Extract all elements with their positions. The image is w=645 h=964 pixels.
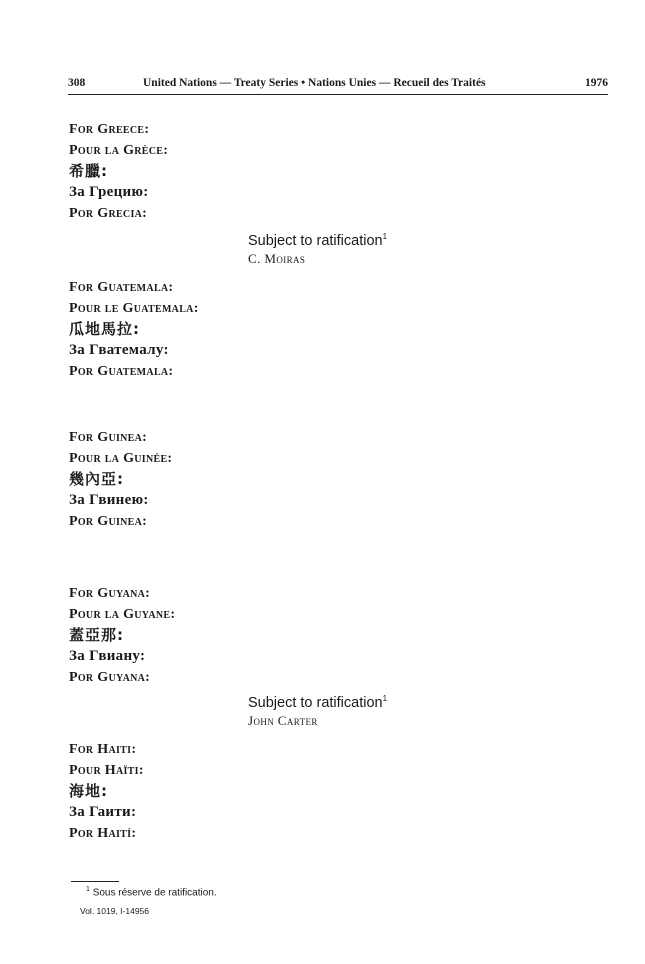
- country-line-ru: За Гвинею:: [69, 492, 149, 508]
- footnote-rule: [71, 881, 119, 882]
- country-line-en: For Guyana:: [69, 586, 151, 601]
- signatory-name: John Carter: [248, 712, 318, 728]
- country-block-haiti: [69, 739, 144, 844]
- country-line-zh: 瓜地馬拉:: [69, 320, 140, 338]
- country-line-zh: 幾內亞:: [69, 470, 124, 488]
- country-line-zh: 蓋亞那:: [69, 626, 124, 644]
- country-line-es: Por Guinea:: [69, 514, 148, 529]
- running-header: [68, 77, 608, 93]
- country-line-es: Por Grecia:: [69, 206, 148, 221]
- country-line-fr: Pour la Guinée:: [69, 451, 173, 466]
- country-line-fr: Pour la Guyane:: [69, 607, 176, 622]
- country-line-ru: За Гватемалу:: [69, 342, 169, 358]
- country-line-fr: Pour Haïti:: [69, 763, 144, 778]
- footnote-marker: 1: [382, 232, 388, 241]
- country-line-en: For Greece:: [69, 122, 150, 137]
- country-line-es: Por Haití:: [69, 826, 137, 841]
- country-line-ru: За Грецию:: [69, 184, 149, 200]
- country-line-zh: 希臘:: [69, 162, 108, 180]
- country-line-en: For Guinea:: [69, 430, 148, 445]
- country-line-en: For Haiti:: [69, 742, 137, 757]
- signature-guyana: [248, 690, 387, 730]
- signatory-name: C. Moiras: [248, 250, 306, 266]
- header-rule: [68, 94, 608, 95]
- signature-greece: [248, 228, 387, 268]
- footnote-number: 1: [86, 886, 90, 893]
- country-line-es: Por Guatemala:: [69, 364, 174, 379]
- country-line-fr: Pour le Guatemala:: [69, 301, 199, 316]
- country-block-guinea: [69, 427, 172, 532]
- footnote-marker: 1: [382, 694, 388, 703]
- footnote-text: Sous réserve de ratification.: [92, 887, 217, 899]
- volume-reference: Vol. 1019, I-14956: [80, 906, 150, 916]
- page-number: 308: [68, 77, 86, 89]
- country-line-ru: За Гаити:: [69, 804, 137, 820]
- country-block-greece: [69, 119, 168, 224]
- country-line-zh: 海地:: [69, 782, 108, 800]
- country-line-ru: За Гвиану:: [69, 648, 146, 664]
- footnote: [86, 886, 217, 898]
- country-line-fr: Pour la Grèce:: [69, 143, 169, 158]
- signature-note: Subject to ratification$^1$: [248, 232, 388, 249]
- country-block-guatemala: [69, 277, 199, 382]
- country-block-guyana: [69, 583, 175, 688]
- country-line-en: For Guatemala:: [69, 280, 174, 295]
- running-title: United Nations — Treaty Series • Nations Unies — Recueil des Traités: [143, 77, 486, 89]
- country-line-es: Por Guyana:: [69, 670, 151, 685]
- header-year: 1976: [585, 77, 608, 89]
- signature-note: Subject to ratification$^1$: [248, 694, 388, 711]
